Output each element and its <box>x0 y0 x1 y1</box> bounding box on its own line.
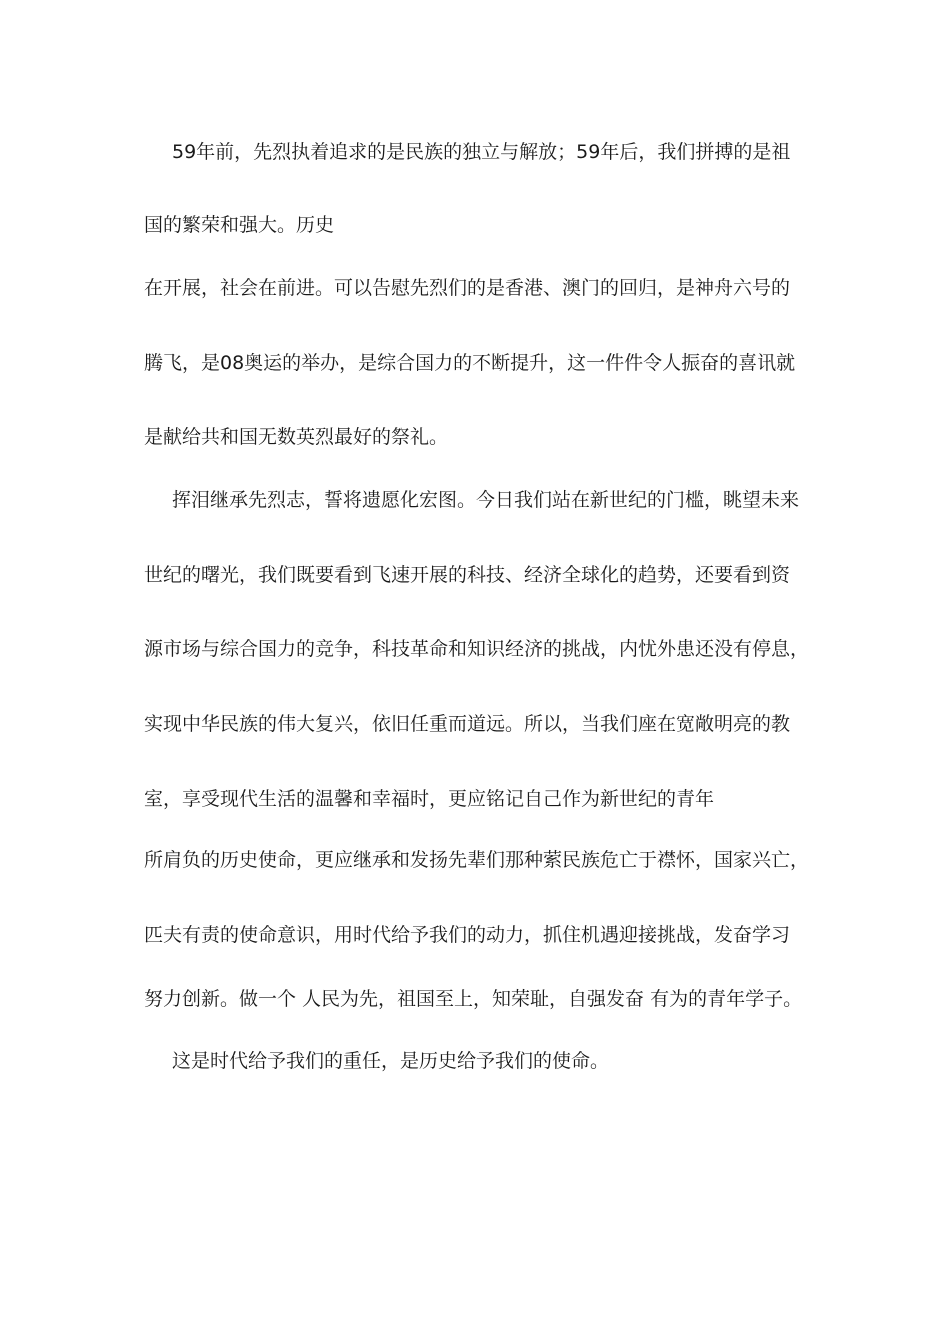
paragraph-line: 是献给共和国无数英烈最好的祭礼。 <box>144 426 449 448</box>
paragraph-line: 国的繁荣和强大。历史 <box>144 214 335 236</box>
paragraph-line: 腾飞，是08奥运的举办，是综合国力的不断提升，这一件件令人振奋的喜讯就 <box>144 352 796 374</box>
paragraph-line: 匹夫有责的使命意识，用时代给予我们的动力，抓住机遇迎接挑战，发奋学习 <box>144 924 791 946</box>
paragraph-line: 世纪的曙光，我们既要看到飞速开展的科技、经济全球化的趋势，还要看到资 <box>144 564 791 586</box>
paragraph-line: 59年前，先烈执着追求的是民族的独立与解放；59年后，我们拼搏的是祖 <box>172 141 791 163</box>
paragraph-line: 挥泪继承先烈志，誓将遗愿化宏图。今日我们站在新世纪的门槛，眺望未来 <box>172 489 800 511</box>
paragraph-line: 实现中华民族的伟大复兴，依旧任重而道远。所以，当我们座在宽敞明亮的教 <box>144 713 791 735</box>
paragraph-line: 努力创新。做一个 人民为先，祖国至上，知荣耻，自强发奋 有为的青年学子。 <box>144 988 803 1010</box>
paragraph-line: 室，享受现代生活的温馨和幸福时，更应铭记自己作为新世纪的青年 <box>144 788 715 810</box>
paragraph-line: 所肩负的历史使命，更应继承和发扬先辈们那种萦民族危亡于襟怀，国家兴亡， <box>144 849 810 871</box>
paragraph-line: 在开展，社会在前进。可以告慰先烈们的是香港、澳门的回归，是神舟六号的 <box>144 277 791 299</box>
paragraph-line: 源市场与综合国力的竞争，科技革命和知识经济的挑战，内忧外患还没有停息， <box>144 638 810 660</box>
paragraph-line: 这是时代给予我们的重任，是历史给予我们的使命。 <box>172 1050 610 1072</box>
